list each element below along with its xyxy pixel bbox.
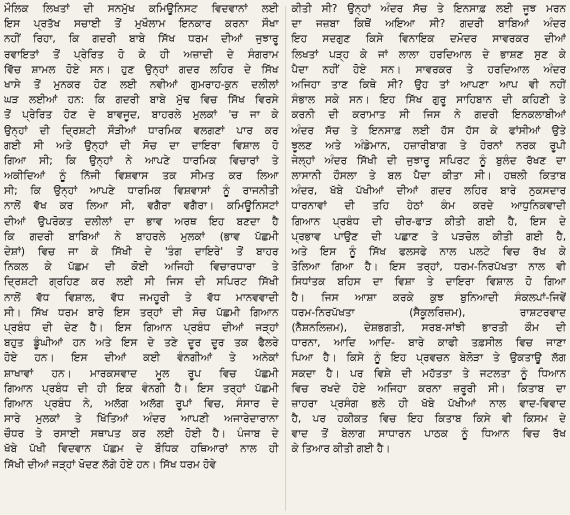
left-text-column — [4, 2, 279, 515]
text-line: ਅਜਿਹਾ ਤਾਣ ਕਿਥੇ ਸੀ? ਉਹ ਤਾਂ ਆਪਣਾ ਆਪ ਵੀ ਨਹੀਂ — [291, 78, 566, 91]
text-line: ਇਹ ਸਦਗੁਣ ਕਿਸੇ ਵਿਨਾਇਕ ਦਮੋਦਰ ਸਾਵਰਕਰ ਦੀਆਂ — [291, 33, 566, 46]
text-line: ਪਿਆ ਹੈ। ਕਿਸੇ ਨੂੰ ਇਹ ਪ੍ਰਵਚਨ ਬੇਲੋੜਾ ਤੇ ਉਕਤਾਊ ਲੱਗ — [291, 352, 566, 365]
text-line: ਖੱਬੇ ਪੱਖੀ ਵਿਦਵਾਨ ਪੱਛਮ ਦੇ ਬੌਧਿਕ ਹਥਿਆਰਾਂ ਨਾਲ ਹੀ — [4, 443, 279, 456]
text-line: ਨਿਕਲ ਕੇ ਪੱਛਮ ਦੀ ਕੋਈ ਅਜਿਹੀ ਵਿਚਾਰਧਾਰਾ ਤੇ — [4, 261, 279, 274]
text-line: ਪ੍ਰਬੰਧ ਦੀ ਦੇਣ ਹੈ। ਇਸ ਗਿਆਨ ਪ੍ਰਬੰਧ ਦੀਆਂ ਜੜ੍ਹਾਂ — [4, 321, 279, 334]
text-line: ਹੈ। ਜਿਸ ਆਸ਼ਾ ਕਰਕੇ ਕੁਝ ਬੁਨਿਆਦੀ ਸੰਕਲਪਾਂ-ਜਿਵੇਂ — [291, 291, 566, 304]
text-line: ਸਾਰੇ ਮੁਲਕਾਂ ਤੇ ਖਿੱਤਿਆਂ ਅੰਦਰ ਆਪਣੀ ਅਜਾਰੇਦਾਰਾਨਾ — [4, 413, 279, 426]
text-line: ਮੌਲਿਕ ਲਿਖਤਾਂ ਦੀ ਸਨਮੁੱਖ ਕਮਿਊਨਿਸਟ ਵਿਦਵਾਨਾਂ ਲਈ — [4, 3, 279, 15]
text-line: ਗਈ ਸੀ ਅਤੇ ਉਨ੍ਹਾਂ ਦੀ ਸੋਚ ਦਾ ਦਾਇਰਾ ਵਿਸ਼ਾਲ ਹੋ — [4, 139, 279, 152]
text-line: ਤੋਂ ਪ੍ਰੇਰਿਤ ਹੋਣ ਦੇ ਬਾਵਜੂਦ, ਬਾਹਰਲੇ ਮੁਲਕਾਂ 'ਚ ਜਾ ਕੇ — [4, 109, 279, 122]
column-divider — [285, 6, 286, 511]
text-line: ਸੰਭਾਲ ਸਕੇ ਸਨ। ਇਹ ਸਿੱਖ ਗੁਰੂ ਸਾਹਿਬਾਨ ਦੀ ਕਹਿਣੀ ਤੇ — [291, 94, 566, 107]
right-text-column — [291, 2, 566, 515]
text-line: ਲਿਖਤਾਂ ਪੜ੍ਹ ਕੇ ਜਾਂ ਲਾਲਾ ਹਰਦਿਆਲ ਦੇ ਭਾਸ਼ਣ ਸੁਣ ਕੇ — [291, 48, 566, 61]
text-line: ਦਾ ਜਜ਼ਬਾ ਕਿਥੋਂ ਅਇਆ ਸੀ? ਗਦਰੀ ਬਾਬਿਆਂ ਅੰਦਰ — [291, 18, 566, 31]
text-line: ਸਕਦਾ ਹੈ। ਪਰ ਵਿਸ਼ੇ ਦੀ ਮਹੱਤਤਾ ਤੇ ਜਟਲਤਾ ਨੂੰ ਧਿਆਨ — [291, 367, 566, 380]
text-line: ਗਿਆਨ ਪ੍ਰਬੰਧ ਦੀ ਚੀਰ-ਫਾੜ ਕੀਤੀ ਗਈ ਹੈ, ਇਸ ਦੇ — [291, 215, 566, 228]
text-line: ਨਾਲੋਂ ਵੱਖ ਕਰ ਲਿਆ ਸੀ, ਵਗੈਰਾ ਵਗੈਰਾ। ਕਮਿਊਨਿਸਟਾਂ — [4, 200, 279, 213]
text-line: ਕਿ ਗਦਰੀ ਬਾਬਿਆਂ ਨੇ ਬਾਹਰਲੇ ਮੁਲਕਾਂ (ਭਾਵ ਪੱਛਮੀ — [4, 230, 279, 243]
text-line: ਦੀਆਂ ਉਪਰੋਕਤ ਦਲੀਲਾਂ ਦਾ ਭਾਵ ਅਰਥ ਇਹ ਬਣਦਾ ਹੈ — [4, 215, 279, 228]
text-line: ਗਿਆਨ ਪ੍ਰਬੰਧ ਨੇ, ਅਲੱਗ ਅਲੱਗ ਰੂਪਾਂ ਵਿਚ, ਸੰਸਾਰ ਦੇ — [4, 397, 279, 410]
text-line: ਸਿੱਖੀ ਦੀਆਂ ਜੜ੍ਹਾਂ ਖੋਦਣ ਲੱਗੇ ਹੋਏ ਹਨ। ਸਿੱਖ ਧਰਮ ਹੋਵੇ — [4, 458, 216, 471]
text-line: ਕੇ ਤਿਆਰ ਕੀਤੀ ਗਈ ਹੈ। — [291, 443, 391, 456]
text-line: ਪੈਦਾ ਨਹੀਂ ਹੋਏ ਸਨ। ਸਾਵਰਕਰ ਤੇ ਹਰਦਿਆਲ ਅੰਦਰ — [291, 63, 566, 76]
text-line: (ਨੈਸ਼ਨਲਿਜ਼ਮ), ਦੇਸ਼ਭਗਤੀ, ਸਰਬ-ਸਾਂਝੀ ਭਾਰਤੀ ਕੌਮ ਦੀ — [291, 321, 566, 334]
text-line: ਧਾਰਨਾਵਾਂ ਦੀ ਤਹਿ ਹੇਠਾਂ ਕੰਮ ਕਰਦੇ ਆਧੁਨਿਕਵਾਦੀ — [291, 200, 566, 213]
text-line: ਕਰਨੀ ਦੀ ਕਰਾਮਾਤ ਸੀ ਜਿਸ ਨੇ ਗਦਰੀ ਇਨਕਲਾਬੀਆਂ — [291, 109, 566, 122]
text-line: ਵਾਦ ਤੋਂ ਬੇਲਾਗ ਸਾਧਾਰਨ ਪਾਠਕ ਨੂੰ ਧਿਆਨ ਵਿਚ ਰੱਖ — [291, 428, 566, 441]
text-line: ਲਾਸਾਨੀ ਹੌਸਲਾ ਤੇ ਬਲ ਪੈਦਾ ਕੀਤਾ ਸੀ। ਹਥਲੀ ਕਿਤਾਬ — [291, 170, 566, 183]
text-line: ਅੰਦਰ, ਖੱਬੇ ਪੱਖੀਆਂ ਦੀਆਂ ਗਦਰ ਲਹਿਰ ਬਾਰੇ ਨੁਕਸਦਾਰ — [291, 185, 566, 198]
text-line: ਦੇਸ਼ਾਂ) ਵਿਚ ਜਾ ਕੇ ਸਿੱਖੀ ਦੇ 'ਤੰਗ ਦਾਇਰੇ' ਤੋਂ ਬਾਹਰ — [4, 246, 279, 258]
text-line: ਕੀਤੀ ਸੀ? ਉਨ੍ਹਾਂ ਅੰਦਰ ਸੱਚ ਤੇ ਇਨਸਾਫ਼ ਲਈ ਜੂਝ ਮਰਨ — [291, 3, 566, 15]
text-line: ਹੈ, ਪਰ ਹਕੀਕਤ ਵਿਚ ਇਹ ਕਿਤਾਬ ਕਿਸੇ ਵੀ ਕਿਸਮ ਦੇ — [291, 413, 566, 426]
text-line: ਸੀ; ਕਿ ਉਨ੍ਹਾਂ ਆਪਣੇ ਧਾਰਮਿਕ ਵਿਸ਼ਵਾਸਾਂ ਨੂੰ ਰਾਜਨੀਤੀ — [4, 185, 279, 198]
text-line: ਸੀ। ਸਿੱਖ ਧਰਮ ਬਾਰੇ ਇਸ ਤਰ੍ਹਾਂ ਦੀ ਸੋਚ ਪੱਛਮੀ ਗਿਆਨ — [4, 306, 279, 319]
text-line: ਨਾਲੋਂ ਵੱਧ ਵਿਸ਼ਾਲ, ਵੱਧ ਜਮਹੂਰੀ ਤੇ ਵੱਧ ਮਾਨਵਵਾਦੀ — [4, 291, 279, 304]
text-line: ਹੋਏ ਹਨ। ਇਸ ਦੀਆਂ ਕਈ ਵੰਨਗੀਆਂ ਤੇ ਅਨੇਕਾਂ — [4, 352, 279, 365]
text-line: ਰਵਾਇਤਾਂ ਤੋਂ ਪ੍ਰੇਰਿਤ ਹੋ ਕੇ ਹੀ ਅਜ਼ਾਦੀ ਦੇ ਸੰਗਰਾਮ — [4, 48, 279, 61]
text-line: ਘੜ ਲਈਆਂ ਹਨ: ਕਿ ਗਦਰੀ ਬਾਬੇ ਮੁੱਢ ਵਿਚ ਸਿੱਖ ਵਿਰਸੇ — [4, 94, 279, 107]
text-line: ਪ੍ਰਭਾਵ ਪਾਉਣ ਦੀ ਪਛਾਣ ਤੇ ਪੜਚੋਲ ਕੀਤੀ ਗਈ ਹੈ, — [291, 230, 566, 243]
text-line: ਦ੍ਰਿਸ਼ਟੀ ਗ੍ਰਹਿਣ ਕਰ ਲਈ ਸੀ ਜਿਸ ਦੀ ਸਪਿਰਟ ਸਿੱਖੀ — [4, 276, 279, 289]
text-line: ਖਾਸੇ ਤੋਂ ਮੁਨਕਰ ਹੋਣ ਲਈ ਨਵੀਆਂ ਗੁਮਰਾਹ-ਕੁਨ ਦਲੀਲਾਂ — [4, 78, 279, 91]
text-line: ਵਿਚ ਰਖਦੇ ਹੋਏ ਅਜਿਹਾ ਕਰਨਾ ਜ਼ਰੂਰੀ ਸੀ। ਕਿਤਾਬ ਦਾ — [291, 382, 566, 395]
text-line: ਸਿਧਾਂਤਕ ਬਹਿਸ ਦਾ ਵਿਸ਼ਾ ਤੇ ਦਾਇਰਾ ਵਿਸ਼ਾਲ ਹੋ ਗਿਆ — [291, 276, 566, 289]
text-line: ਨਹੀਂ ਰਿਹਾ, ਕਿ ਗਦਰੀ ਬਾਬੇ ਸਿੱਖ ਧਰਮ ਦੀਆਂ ਜੁਝਾਰੂ — [4, 33, 279, 46]
text-line: ਧਰਮ-ਨਿਰਪੱਖਤਾ (ਸੈਕੂਲਰਿਜ਼ਮ), ਰਾਸ਼ਟਰਵਾਦ — [291, 306, 566, 319]
text-line: ਬਹੁਤ ਡੂੰਘੀਆਂ ਹਨ ਅਤੇ ਇਸ ਦੇ ਤਣੇ ਦੂਰ ਦੂਰ ਤਕ ਫੈਲਰੇ — [4, 337, 279, 350]
text-line: ਜੇਲ੍ਹਾਂ ਅੰਦਰ ਸਿੱਖੀ ਦੀ ਜੁਝਾਰੂ ਸਪਿਰਟ ਨੂੰ ਬੁਲੰਦ ਰੱਖਣ ਦਾ — [291, 154, 566, 167]
text-line: ਇਸ ਪ੍ਰਤੱਖ ਸਚਾਈ ਤੋਂ ਮੁਖੌਲਾਮ ਇਨਕਾਰ ਕਰਨਾ ਸੌਖਾ — [4, 18, 279, 31]
text-line: ਵਿੱਚ ਸ਼ਾਮਲ ਹੋਏ ਸਨ। ਹੁਣ ਉਨ੍ਹਾਂ ਗਦਰ ਲਹਿਰ ਦੇ ਸਿੱਖ — [4, 63, 279, 76]
text-line: ਅੰਦਰ ਸੱਚ ਤੇ ਇਨਸਾਫ਼ ਲਈ ਹੱਸ ਹੱਸ ਕੇ ਫਾਂਸੀਆਂ ਉਤੇ — [291, 124, 566, 137]
text-line: ਗਿਆ ਸੀ; ਕਿ ਉਨ੍ਹਾਂ ਨੇ ਆਪਣੇ ਧਾਰਮਿਕ ਵਿਚਾਰਾਂ ਤੇ — [4, 154, 279, 167]
text-line: ਗਿਆਨ ਪ੍ਰਬੰਧ ਦੀ ਹੀ ਇਕ ਵੰਨਗੀ ਹੈ। ਇਸ ਤਰ੍ਹਾਂ ਪੱਛਮੀ — [4, 382, 279, 395]
text-line: ਚੌਧਰ ਤੇ ਰਸਾਈ ਸਥਾਪਤ ਕਰ ਲਈ ਹੋਈ ਹੈ। ਪੰਜਾਬ ਦੇ — [4, 428, 279, 441]
text-line: ਤੋਲਿਆ ਗਿਆ ਹੈ। ਇਸ ਤਰ੍ਹਾਂ, ਧਰਮ-ਨਿਰਪੱਖਤਾ ਨਾਲ ਵੀ — [291, 261, 566, 274]
text-line: ਧਾਰਨਾ, ਆਦਿ ਆਦਿ- ਬਾਰੇ ਕਾਫੀ ਤਫ਼ਸੀਲ ਵਿਚ ਜਾਣਾ — [291, 337, 566, 350]
text-line: ਉਨ੍ਹਾਂ ਦੀ ਦ੍ਰਿਸ਼ਟੀ ਸੌੜੀਆਂ ਧਾਰਮਿਕ ਵਲਗਣਾਂ ਪਾਰ ਕਰ — [4, 124, 279, 137]
text-line: ਅਕੀਦਿਆਂ ਨੂੰ ਨਿੱਜੀ ਵਿਸ਼ਵਾਸ ਤਕ ਸੀਮਤ ਕਰ ਲਿਆ — [4, 170, 279, 183]
text-line: ਜ਼ਾਹਰਾ ਪ੍ਰਸੰਗ ਭਲੇ ਹੀ ਖੱਬੇ ਪੱਖੀਆਂ ਨਾਲ ਵਾਦ-ਵਿਵਾਦ — [291, 397, 566, 410]
text-line: ਸ਼ਾਖਾਵਾਂ ਹਨ। ਮਾਰਕਸਵਾਦ ਮੂਲ ਰੂਪ ਵਿਚ ਪੱਛਮੀ — [4, 367, 279, 380]
text-line: ਝੂਲਣ ਅਤੇ ਅੰਡੇਮਾਨ, ਹਜ਼ਾਰੀਬਾਗ ਤੇ ਹੋਰਨਾਂ ਨਰਕ ਰੂਪੀ — [291, 139, 566, 152]
text-line: ਅਤੇ ਇਸ ਨੂੰ ਸਿੱਖ ਫਲਸਫੇ ਨਾਲ ਪਲਟੇ ਵਿਚ ਰੱਖ ਕੇ — [291, 246, 566, 258]
